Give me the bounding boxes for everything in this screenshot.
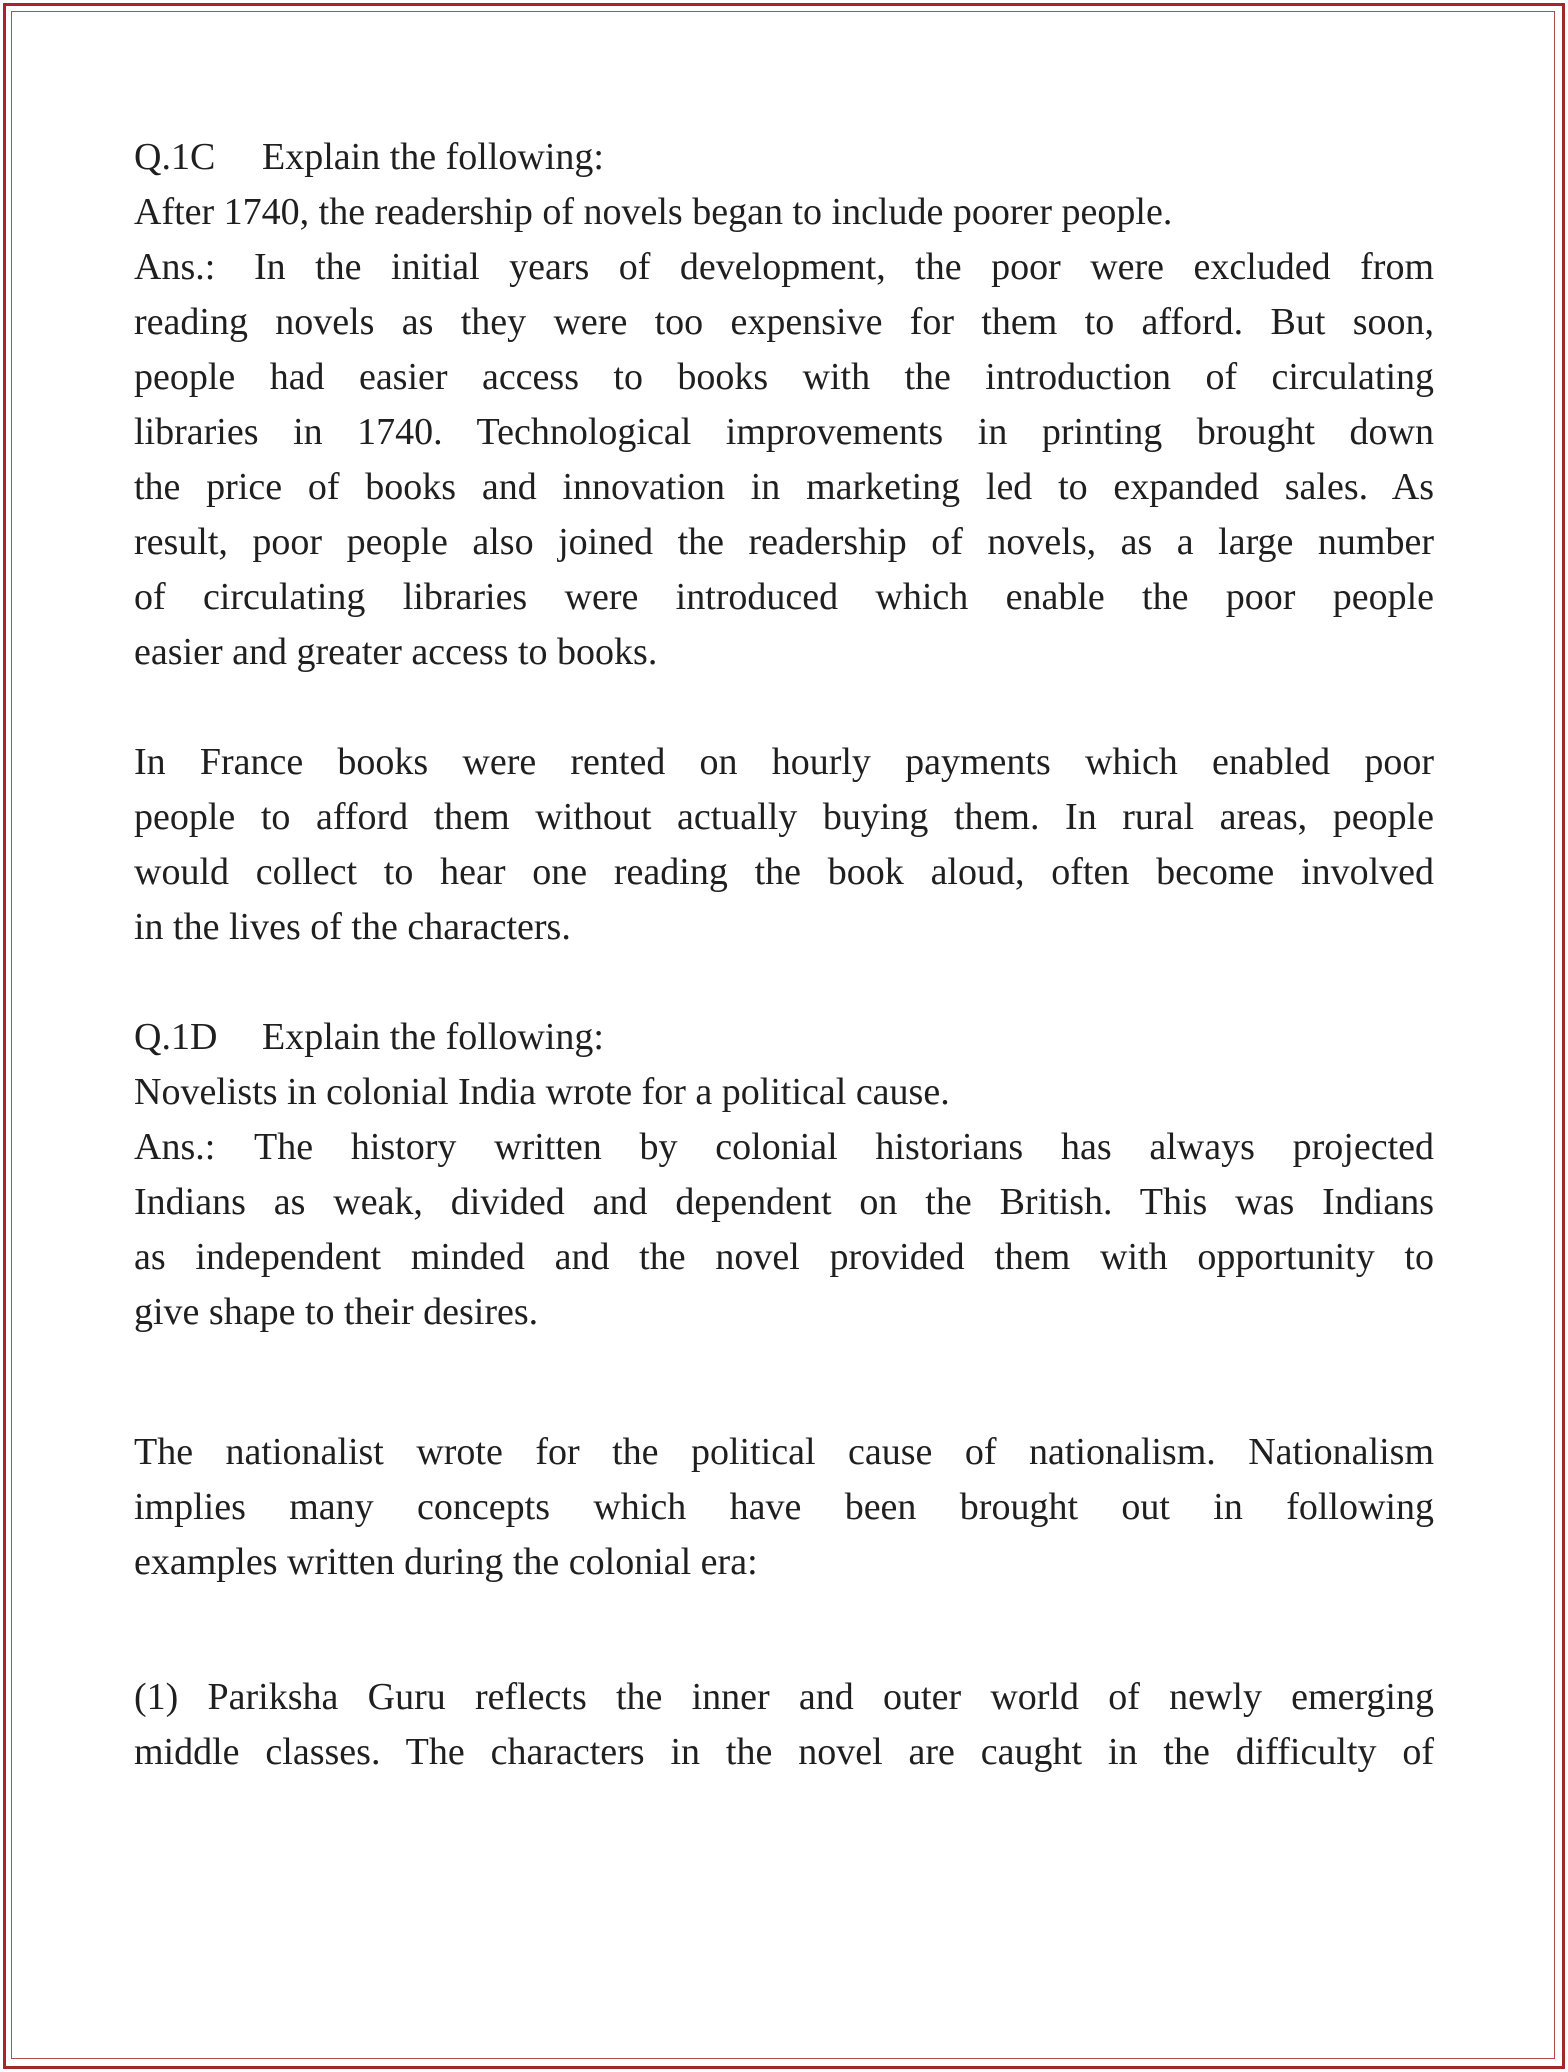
q1d-answer-first-line bbox=[134, 1120, 1434, 1175]
q1d-answer-label: Ans.: bbox=[134, 1126, 216, 1168]
q1c-answer-line: reading novels as they were too expensive for them to afford. But soon, bbox=[134, 301, 1434, 343]
document-body bbox=[134, 130, 1434, 1780]
q1c-instruction: Explain the following: bbox=[262, 136, 604, 178]
q1c-heading bbox=[134, 130, 1434, 185]
q1d-para3-line: middle classes. The characters in the novel are caught in the difficulty of bbox=[134, 1731, 1434, 1773]
q1c-statement: After 1740, the readership of novels began to include poorer people. bbox=[134, 191, 1173, 233]
q1d-answer-text: The history written by colonial historians has always projected bbox=[254, 1126, 1434, 1168]
q1d-para3-line: (1) Pariksha Guru reflects the inner and outer world of newly emerging bbox=[134, 1676, 1434, 1718]
q1d-statement: Novelists in colonial India wrote for a political cause. bbox=[134, 1071, 950, 1113]
q1c-answer-line: of circulating libraries were introduced which enable the poor people bbox=[134, 576, 1434, 618]
q1c-answer-first-line bbox=[134, 240, 1434, 295]
q1d-heading bbox=[134, 1010, 1434, 1065]
q1d-answer-line: Indians as weak, divided and dependent on the British. This was Indians bbox=[134, 1181, 1434, 1223]
q1c-answer-label: Ans.: bbox=[134, 246, 216, 288]
paragraph-gap bbox=[134, 680, 1434, 735]
q1c-answer-line: the price of books and innovation in marketing led to expanded sales. As bbox=[134, 466, 1434, 508]
q1c-answer-line: result, poor people also joined the readership of novels, as a large number bbox=[134, 521, 1434, 563]
q1c-para2-line: would collect to hear one reading the book aloud, often become involved bbox=[134, 851, 1434, 893]
q1d-para2-line: implies many concepts which have been brought out in following bbox=[134, 1486, 1434, 1528]
q1c-answer-line: easier and greater access to books. bbox=[134, 631, 658, 673]
q1d-number: Q.1D bbox=[134, 1016, 218, 1058]
q1c-answer-text: In the initial years of development, the poor were excluded from bbox=[254, 246, 1434, 288]
q1d-instruction: Explain the following: bbox=[262, 1016, 604, 1058]
paragraph-gap bbox=[134, 955, 1434, 1010]
q1d-answer-line: as independent minded and the novel provided them with opportunity to bbox=[134, 1236, 1434, 1278]
q1d-para2-line: examples written during the colonial era: bbox=[134, 1541, 758, 1583]
paragraph-gap bbox=[134, 1340, 1434, 1425]
q1c-number: Q.1C bbox=[134, 136, 216, 178]
q1d-answer-line: give shape to their desires. bbox=[134, 1291, 539, 1333]
q1d-para2-line: The nationalist wrote for the political cause of nationalism. Nationalism bbox=[134, 1431, 1434, 1473]
q1c-para2-line: In France books were rented on hourly payments which enabled poor bbox=[134, 741, 1434, 783]
q1c-para2-line: in the lives of the characters. bbox=[134, 906, 571, 948]
paragraph-gap bbox=[134, 1590, 1434, 1670]
q1c-para2-line: people to afford them without actually buying them. In rural areas, people bbox=[134, 796, 1434, 838]
q1c-answer-line: people had easier access to books with the introduction of circulating bbox=[134, 356, 1434, 398]
q1c-answer-line: libraries in 1740. Technological improvements in printing brought down bbox=[134, 411, 1434, 453]
